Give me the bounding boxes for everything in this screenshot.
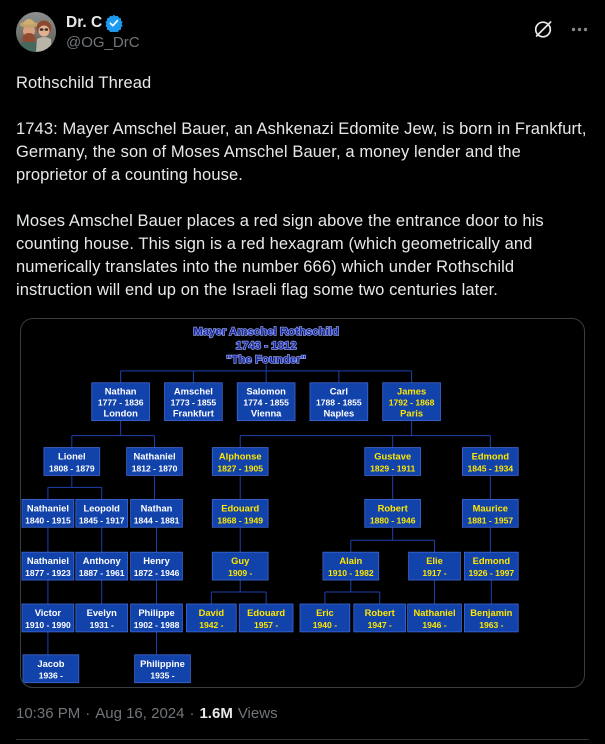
views-label: Views (237, 704, 278, 722)
tree-node-text: 1947 - (367, 619, 392, 630)
views-count: 1.6M (199, 704, 233, 722)
tree-node-text: Leopold (83, 503, 120, 514)
tree-node-text: 1902 - 1988 (133, 619, 180, 630)
tweet-header (16, 12, 589, 52)
tweet-paragraph: Moses Amschel Bauer places a red sign above the entrance door to his counting house. This sign is a red hexagram (which geometrically and numerically translates into the number 666) which under Rothschild instruction will end up on the Israeli flag some two centuries later. (16, 212, 544, 299)
tree-node-text: 1887 - 1961 (78, 568, 125, 579)
tree-node-text: 1917 - (422, 568, 447, 579)
tree-node-text: Nathaniel (413, 607, 456, 618)
user-identity (66, 12, 532, 52)
tree-node-text: 1926 - 1997 (468, 568, 515, 579)
date: Aug 16, 2024 (95, 704, 185, 722)
tree-node-text: 1946 - (422, 619, 447, 630)
meta-separator: · (85, 704, 91, 722)
tree-node-text: Gustave (374, 451, 412, 462)
verified-badge-icon (105, 14, 123, 32)
tree-node-text: 1812 - 1870 (131, 463, 178, 474)
tree-node-text: 1774 - 1855 (243, 397, 289, 408)
tree-node-text: 1942 - (199, 619, 224, 630)
timestamp: 10:36 PM (16, 704, 81, 722)
tree-node-text: Evelyn (86, 607, 117, 618)
tree-node-text: 1910 - 1990 (25, 619, 71, 630)
tree-node-text: 1829 - 1911 (370, 463, 416, 474)
tree-node-text: 1881 - 1957 (467, 515, 514, 526)
tweet-image-family-tree[interactable] (20, 318, 585, 688)
tree-title-line: 1743 - 1812 (235, 339, 297, 352)
avatar-photo (16, 12, 56, 52)
tree-node-text: 1773 - 1855 (170, 397, 217, 408)
tree-node-text: 1808 - 1879 (49, 463, 95, 474)
tree-node-text: 1845 - 1917 (78, 515, 125, 526)
tree-node-text: 1909 - (228, 568, 253, 579)
tree-node-text: 1957 - (254, 619, 279, 630)
tree-node-text: 1844 - 1881 (133, 515, 180, 526)
tree-node-text: Edouard (247, 607, 286, 618)
tweet-paragraph: 1743: Mayer Amschel Bauer, an Ashkenazi Edomite Jew, is born in Frankfurt, Germany, the son of Moses Amschel Bauer, a money lender and the proprietor of a counting house. (16, 120, 587, 184)
tree-node-text: Nathan (104, 386, 137, 397)
tree-node-text: Eric (316, 607, 334, 618)
tree-node-text: 1880 - 1946 (369, 515, 416, 526)
tree-node-text: Maurice (472, 503, 509, 514)
tree-node-text: Nathan (140, 503, 173, 514)
tree-title-line: Mayer Amschel Rothschild (193, 325, 340, 338)
tree-node-text: Robert (364, 607, 395, 618)
tree-node-text: Alphonse (218, 451, 262, 462)
tree-node-text: Robert (377, 503, 408, 514)
tree-node-text: 1868 - 1949 (217, 515, 264, 526)
tree-node-text: Jacob (37, 658, 65, 669)
tree-node-text: 1777 - 1836 (97, 397, 144, 408)
tree-node-text: 1827 - 1905 (217, 463, 264, 474)
header-actions (532, 12, 589, 40)
tree-node-text: James (397, 386, 427, 397)
tree-node-text: 1788 - 1855 (316, 397, 362, 408)
tree-node-text: Nathaniel (26, 503, 69, 514)
tree-node-text: Carl (329, 386, 348, 397)
tweet-meta (16, 704, 589, 723)
tree-node-text: Naples (323, 408, 355, 419)
meta-separator: · (189, 704, 195, 722)
tree-node-text: Frankfurt (172, 408, 214, 419)
tree-node-text: Paris (400, 408, 424, 419)
tree-node-text: Henry (143, 556, 170, 567)
tree-node-text: Salomon (246, 386, 286, 397)
tree-node-text: Victor (34, 607, 62, 618)
tree-node-text: Nathaniel (133, 451, 176, 462)
tree-node-text: Benjamin (470, 607, 513, 618)
more-icon[interactable] (570, 20, 589, 39)
tree-node-text: Guy (231, 556, 250, 567)
tree-node-text: 1872 - 1946 (133, 568, 180, 579)
tree-node-text: 1936 - (38, 670, 64, 681)
tree-node-text: Elie (426, 556, 443, 567)
tree-node-text: 1940 - (312, 619, 338, 630)
tweet-text (16, 72, 589, 302)
tree-node-text: 1845 - 1934 (467, 463, 514, 474)
tree-node-text: Edouard (221, 503, 260, 514)
tree-node-text: 1877 - 1923 (25, 568, 71, 579)
avatar[interactable] (16, 12, 56, 52)
tree-node-text: 1840 - 1915 (25, 515, 71, 526)
tree-node-text: Vienna (250, 408, 282, 419)
tree-node-text: Philippe (138, 607, 175, 618)
tree-node-text: 1963 - (479, 619, 504, 630)
tree-node-text: Amschel (173, 386, 213, 397)
tree-node-text: Philippine (140, 658, 185, 669)
tree-node-text: London (103, 408, 138, 419)
display-name[interactable]: Dr. C (66, 14, 103, 31)
tree-node-text: Lionel (58, 451, 86, 462)
tree-node-text: 1910 - 1982 (328, 568, 374, 579)
tree-node-text: Edmond (472, 556, 511, 567)
tree-title-line: "The Founder" (226, 353, 307, 366)
family-tree-diagram (21, 319, 584, 687)
tree-node-text: 1931 - (89, 619, 114, 630)
user-handle: @OG_DrC (66, 34, 140, 51)
tree-node-text: 1935 - (150, 670, 175, 681)
tree-node-text: Nathaniel (26, 556, 69, 567)
tree-node-text: Edmond (471, 451, 510, 462)
tree-node-text: 1792 - 1868 (388, 397, 435, 408)
tree-node-text: Alain (339, 556, 363, 567)
tree-node-text: David (198, 607, 225, 618)
tweet-paragraph: Rothschild Thread (16, 74, 152, 92)
tree-node-text: Anthony (82, 556, 121, 567)
divider (16, 739, 589, 740)
grok-icon[interactable] (532, 18, 554, 40)
